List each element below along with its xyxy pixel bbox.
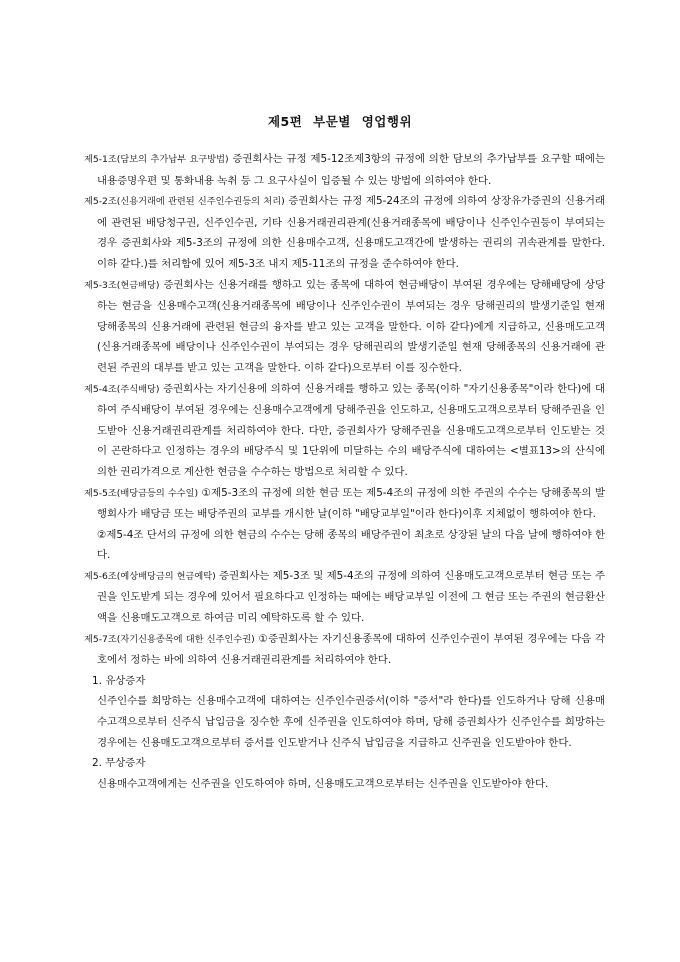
article-heading: 제5-3조(현금배당)	[84, 279, 160, 291]
article-5-1	[84, 149, 605, 191]
article-text: 증권회사는 자기신용에 의하여 신용거래를 행하고 있는 종목(이하 "자기신용종목"이라 한다)에 대하여 주식배당이 부여된 경우에는 신용매수고객에게 당해주권을 인도하고, 신용매도고객으로부터 당해주권을 인도받아 신용거래권리관계를 처리하여야 한다. 다만, 증권회사가 당해주권을 신용매도고객으로부터 인도받는 것이 곤란하다고 인정하는 경우의 배당주식 및 1단위에 미달하는 수의 배당주식에 대하여는 <별표13>의 산식에 의한 권리가격으로 계산한 현금을 수수하는 방법으로 처리할 수 있다.	[97, 382, 605, 478]
article-text: 증권회사는 규정 제5-12조제3항의 규정에 의한 담보의 추가납부를 요구할 때에는 내용증명우편 및 통화내용 녹취 등 그 요구사실이 입증될 수 있는 방법에 의하여야 한다.	[97, 153, 605, 187]
article-text: 증권회사는 규정 제5-24조의 규정에 의하여 상장유가증권의 신용거래에 관련된 배당청구권, 신주인수권, 기타 신용거래권리관계(신용거래종목에 배당이나 신주인수권등이 부여되는 경우 증권회사와 제5-3조의 규정에 의한 신용매수고객, 신용매도고객간에 발생하는 권리의 귀속관계를 말한다. 이하 같다.)를 처리함에 있어 제5-3조 내지 제5-11조의 규정을 준수하여야 한다.	[97, 195, 605, 270]
item-text: 신용매수고객에게는 신주권을 인도하여야 하며, 신용매도고객으로부터는 신주권을 인도받아야 한다.	[97, 777, 549, 790]
article-text: 증권회사는 제5-3조 및 제5-4조의 규정에 의하여 신용매도고객으로부터 현금 또는 주권을 인도받게 되는 경우에 있어서 필요하다고 인정하는 때에는 배당교부일 이전에 그 현금 또는 주권의 현금환산액을 신용매도고객으로 하여금 미리 예탁하도록 할 수 있다.	[97, 569, 605, 625]
article-5-7	[84, 629, 605, 671]
article-text: 증권회사는 신용거래를 행하고 있는 종목에 대하여 현금배당이 부여된 경우에는 당해배당에 상당하는 현금을 신용매수고객(신용거래종목에 배당이나 신주인수권이 부여되는 경우 당해권리의 발생기준일 현재 당해종목의 신용거래에 관련된 현금의 융자를 받고 있는 고객을 말한다. 이하 같다)에게 지급하고, 신용매도고객(신용거래종목에 배당이나 신주인수권이 부여되는 경우 당해권리의 발생기준일 현재 당해종목의 신용거래에 관련된 주권의 대부를 받고 있는 고객을 말한다. 이하 같다)으로부터 이를 징수한다.	[97, 278, 605, 374]
article-5-5	[84, 483, 605, 525]
article-5-5-paragraph-2: ②제5-4조 단서의 규정에 의한 현금의 수수는 당해 종목의 배당주권이 최초로 상장된 날의 다음 날에 행하여야 한다.	[97, 528, 605, 562]
item-label: 2. 무상증자	[92, 757, 146, 770]
document-body	[84, 149, 605, 794]
article-heading: 제5-4조(주식배당)	[84, 383, 160, 395]
article-5-3	[84, 275, 605, 379]
article-heading: 제5-7조(자기신용종목에 대한 신주인수권)	[84, 633, 255, 645]
article-text: ①제5-3조의 규정에 의한 현금 또는 제5-4조의 규정에 의한 주권의 수수는 당해종목의 발행회사가 배당금 또는 배당주권의 교부를 개시한 날(이하 "배당교부일"이라 한다)이후 지체없이 행하여야 한다.	[97, 486, 605, 521]
article-heading: 제5-1조(담보의 추가납부 요구방법)	[84, 154, 229, 165]
article-text: ①증권회사는 자기신용종목에 대하여 신주인수권이 부여된 경우에는 다음 각호에서 정하는 바에 의하여 신용거래권리관계를 처리하여야 한다.	[97, 632, 605, 667]
item-label: 1. 유상증자	[92, 674, 146, 687]
article-heading: 제5-6조(예상배당금의 현금예탁)	[84, 570, 216, 582]
article-5-6	[84, 566, 605, 629]
page-title: 제5편 부문별 영업행위	[267, 114, 413, 129]
article-5-2	[84, 191, 605, 274]
article-5-4	[84, 379, 605, 483]
item-text: 신주인수를 희망하는 신용매수고객에 대하여는 신주인수권증서(이하 "증서"라 한다)를 인도하거나 당해 신용매수고객으로부터 신주식 납입금을 징수한 후에 신주권을 인도하여야 하며, 당해 증권회사가 신주인수를 희망하는 경우에는 신용매도고객으로부터 증서를 인도받거나 신주식 납입금을 지급하고 신주권을 인도받아야 한다.	[97, 695, 605, 749]
article-heading: 제5-2조(신용거래에 관련된 신주인수권등의 처리)	[84, 196, 285, 208]
article-heading: 제5-5조(배당금등의 수수일)	[84, 487, 199, 499]
